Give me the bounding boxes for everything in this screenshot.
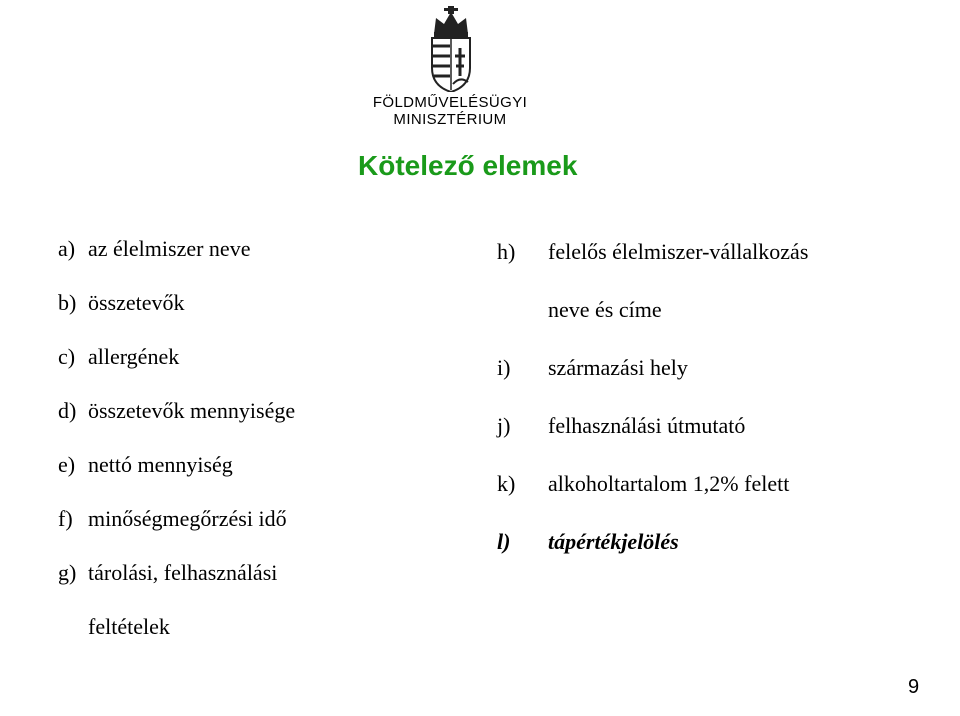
item-text: az élelmiszer neve <box>88 236 251 261</box>
page-title: Kötelező elemek <box>358 150 578 181</box>
list-item <box>58 558 295 612</box>
item-label: b) <box>58 290 77 315</box>
item-text: allergének <box>88 344 180 369</box>
item-label: h) <box>497 239 516 264</box>
list-item <box>58 288 295 342</box>
hungarian-coat-of-arms-icon <box>424 6 478 92</box>
list-item <box>497 410 808 468</box>
item-label: j) <box>497 413 511 438</box>
item-label: k) <box>497 471 516 496</box>
item-label: a) <box>58 236 76 261</box>
item-text: összetevők <box>88 290 185 315</box>
list-item-continuation: neve és címe <box>548 297 662 322</box>
right-list <box>497 236 808 584</box>
item-label: g) <box>58 560 77 585</box>
list-item <box>497 236 808 294</box>
left-list <box>58 234 295 666</box>
list-item <box>58 396 295 450</box>
item-text: összetevők mennyisége <box>88 398 296 423</box>
item-label: e) <box>58 452 76 477</box>
item-label: l) <box>497 529 511 554</box>
item-text: származási hely <box>548 355 688 380</box>
item-text: minőségmegőrzési idő <box>88 506 287 531</box>
list-item <box>58 504 295 558</box>
item-text: felhasználási útmutató <box>548 413 746 438</box>
list-item-continuation: feltételek <box>88 614 170 639</box>
list-item <box>497 468 808 526</box>
item-text: tárolási, felhasználási <box>88 560 278 585</box>
item-text: felelős élelmiszer-vállalkozás <box>548 239 809 264</box>
item-label: f) <box>58 506 73 531</box>
item-label: d) <box>58 398 77 423</box>
list-item <box>497 352 808 410</box>
page-number: 9 <box>908 676 920 698</box>
list-item <box>58 342 295 396</box>
item-label: i) <box>497 355 511 380</box>
list-item <box>58 234 295 288</box>
logo-line-2: MINISZTÉRIUM <box>393 111 507 128</box>
list-item <box>58 450 295 504</box>
list-item <box>497 526 808 584</box>
item-label: c) <box>58 344 76 369</box>
ministry-logo <box>360 6 540 128</box>
logo-line-1: FÖLDMŰVELÉSÜGYI <box>372 94 528 111</box>
item-text: alkoholtartalom 1,2% felett <box>548 471 790 496</box>
item-text: tápértékjelölés <box>548 529 679 554</box>
item-text: nettó mennyiség <box>88 452 233 477</box>
